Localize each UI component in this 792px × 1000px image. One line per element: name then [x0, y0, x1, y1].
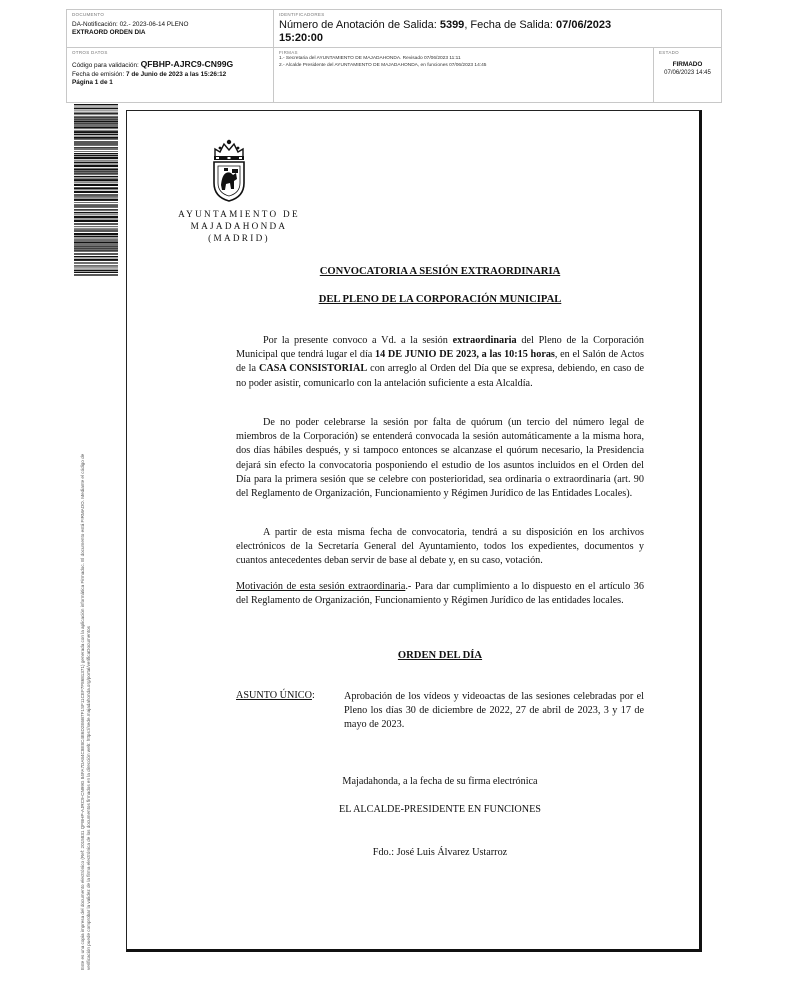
side-text-line-1: Este es una copia impresa del documento electrónico (Ref: 2015831 QFBHP-AJRC9-CN99G 84FA7DA84C8E8C4E6D2E6B7F1SF11CEF7F8681371) generada con la aplicación informática Firmadoc. El documento está FIRMADO. Mediante el código de — [80, 453, 85, 970]
asunto-label — [236, 690, 315, 701]
firmas-caption: FIRMAS — [279, 50, 298, 55]
p4-label: Motivación de esta sesión extraordinaria — [236, 581, 406, 592]
letterhead-line-2: MAJADAHONDA — [190, 221, 288, 231]
p1-text-e: , en el Salón de Actos de la — [236, 349, 644, 375]
identificadores-cell — [274, 10, 721, 48]
pleno-title: DEL PLENO DE LA CORPORACIÓN MUNICIPAL — [318, 294, 562, 305]
estado-caption: ESTADO — [659, 50, 679, 55]
p4-text: .- Para dar cumplimiento a lo dispuesto en el artículo 36 del Reglamento de Organización, Funcionamiento y Régimen Jurídico de las entidades locales. — [236, 581, 644, 607]
p2-text: De no poder celebrarse la sesión por falta de quórum (un tercio del número legal de miembros de la Corporación) se entenderá convocada la sesión automáticamente a la misma hora, dos días hábiles después, y si tampoco entonces se alcanzase el quórum necesario, la Presidencia dejará sin efecto la convocatoria posponiendo el estudio de los asuntos incluidos en el Orden del Día para la primera sesión que se celebre con posterioridad, sea ordinaria o extraordinaria (art. 90 del Reglamento de Organización, Funcionamiento y Régimen Jurídico de las Entidades Locales). — [236, 417, 644, 500]
documento-value — [72, 21, 268, 37]
anotacion-salida — [279, 19, 716, 45]
asunto-colon: : — [311, 690, 315, 701]
p1-extraordinaria: extraordinaria — [452, 335, 517, 346]
emision-label: Fecha de emisión: — [72, 71, 126, 78]
anotacion-prefix: Número de Anotación de Salida: — [279, 19, 440, 31]
paragraph-disposicion — [236, 526, 644, 569]
codigo-label: Código para validación: — [72, 62, 141, 69]
emision-value: 7 de Junio de 2023 a las 15:26:12 — [126, 71, 227, 78]
codigo-value[interactable]: QFBHP-AJRC9-CN99G — [140, 59, 234, 69]
otros-datos-cell — [67, 48, 274, 102]
p1-text-a: Por la presente convoco a Vd. a la sesión — [263, 335, 453, 346]
estado-cell — [654, 48, 721, 102]
asunto-text: Aprobación de los vídeos y videoactas de las sesiones celebradas por el Pleno los días 30 de diciembre de 2022, 27 de abril de 2023, 3 y 17 de mayo de 2023. — [344, 691, 644, 731]
asunto-label-text: ASUNTO ÚNICO — [236, 690, 312, 701]
coat-of-arms-icon — [206, 137, 252, 203]
paragraph-convocatoria — [236, 334, 644, 391]
paragraph-quorum — [236, 416, 644, 501]
identificadores-caption: IDENTIFICADORES — [279, 12, 325, 17]
firma-2: 2.- Alcalde Presidente del AYUNTAMIENTO DE MAJADAHONDA, en funciones 07/06/2023 14:45 — [279, 62, 487, 68]
documento-value-2: EXTRAORD ORDEN DIA — [72, 29, 146, 36]
p3-text: A partir de esta misma fecha de convocatoria, tendrá a su disposición en los archivos electrónicos de la Secretaría General del Ayuntamiento, todos los expedientes, documentos y cuantos antecedentes deban servir de base al debate y, en su caso, votación. — [236, 527, 644, 567]
anotacion-hora: 15:20:00 — [279, 32, 324, 44]
document-header — [66, 9, 722, 103]
side-text-line-2: verificación puede comprobar la validez de la firma electrónica de los documentos firmados en la dirección web: https://sede.majadahonda.org/portal/verificaDocumentos — [86, 626, 91, 970]
convocatoria-title: CONVOCATORIA A SESIÓN EXTRAORDINARIA — [319, 266, 561, 277]
p1-text-c: del Pleno de la Corporación Municipal que tendrá lugar el día — [236, 335, 644, 361]
documento-value-1: DA-Notificación: 02.- 2023-06-14 PLENO — [72, 21, 189, 28]
pagina-info: Página 1 de 1 — [72, 79, 113, 86]
letterhead-line-1: AYUNTAMIENTO DE — [178, 209, 300, 219]
p1-text-g: con arreglo al Orden del Día que se expresa, debiendo, en caso de no poder asistir, comunicarlo con la antelación suficiente a esta Alcaldía. — [236, 363, 644, 389]
otros-caption: OTROS DATOS — [72, 50, 108, 55]
anotacion-numero: 5399 — [439, 19, 465, 31]
codigo-validacion — [72, 59, 268, 71]
firmas-cell — [274, 48, 654, 102]
estado-fecha: 07/06/2023 14:45 — [664, 70, 711, 76]
letterhead — [164, 208, 314, 244]
orden-del-dia-title: ORDEN DEL DÍA — [397, 650, 483, 661]
cargo-alcalde: EL ALCALDE-PRESIDENTE EN FUNCIONES — [339, 804, 541, 815]
estado-value — [659, 61, 716, 77]
firma-alcalde: Fdo.: José Luis Álvarez Ustarroz — [372, 847, 508, 858]
p1-casa-consistorial: CASA CONSISTORIAL — [259, 363, 368, 375]
barcode-icon — [74, 104, 118, 276]
anotacion-mid: , Fecha de Salida: — [464, 19, 557, 31]
estado-firmado: FIRMADO — [672, 61, 703, 68]
paragraph-motivacion — [236, 580, 644, 608]
lugar-fecha: Majadahonda, a la fecha de su firma electrónica — [342, 776, 538, 787]
anotacion-fecha: 07/06/2023 — [556, 19, 612, 31]
firma-1: 1.- Secretaria del AYUNTAMIENTO DE MAJADAHONDA. Revisado 07/06/2023 11:11 — [279, 56, 461, 61]
fecha-emision — [72, 71, 268, 79]
documento-cell — [67, 10, 274, 48]
p1-fecha-hora: 14 DE JUNIO DE 2023, a las 10:15 horas — [375, 349, 555, 361]
letterhead-line-3: (MADRID) — [208, 233, 270, 243]
documento-caption: DOCUMENTO — [72, 12, 105, 17]
side-verification-text — [80, 290, 92, 970]
